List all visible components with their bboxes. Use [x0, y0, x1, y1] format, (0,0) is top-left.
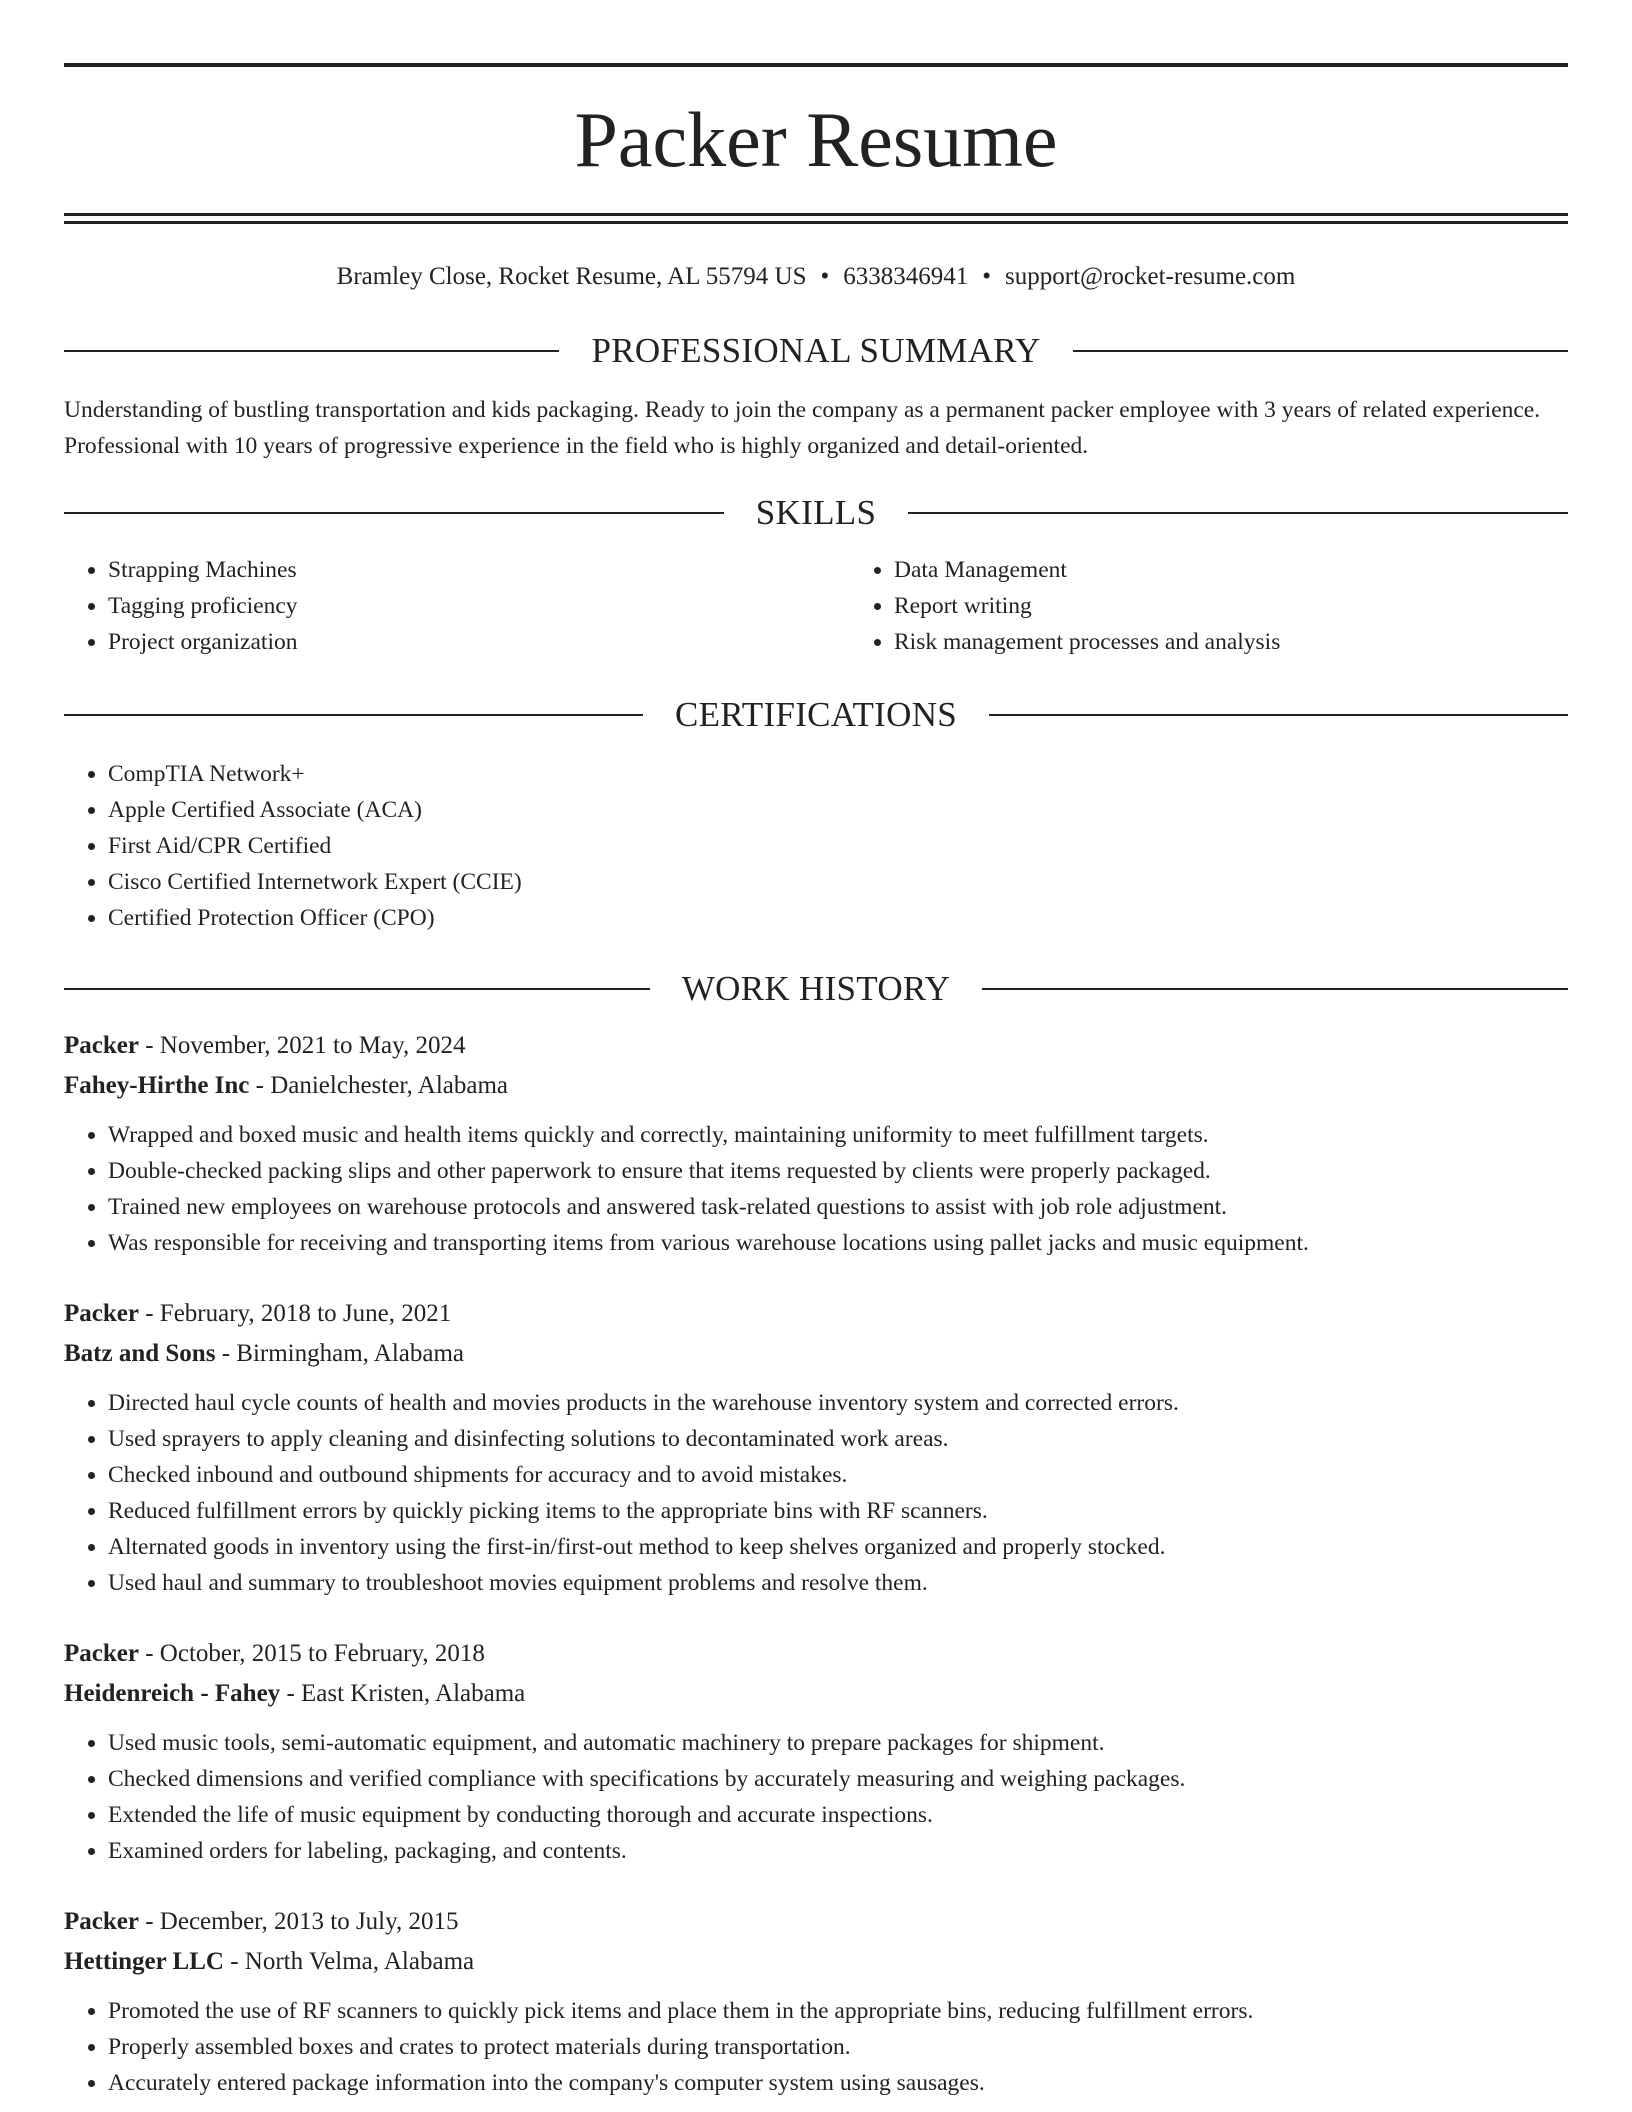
job-entry	[64, 1294, 1568, 1601]
contact-separator: •	[982, 263, 992, 290]
job-bullet: • Reduced fulfillment errors by quickly picking items to the appropriate bins with RF scanners.	[108, 1493, 1568, 1529]
job-title-line	[64, 1026, 1568, 1066]
job-entry	[64, 1026, 1568, 1261]
heading-rule	[64, 512, 724, 514]
heading-rule	[989, 714, 1568, 716]
job-bullet: • Accurately entered package information into the company's computer system using sausages.	[108, 2065, 1568, 2101]
certification-item: • Cisco Certified Internetwork Expert (CCIE)	[108, 864, 1568, 900]
job-bullet: • Used haul and summary to troubleshoot movies equipment problems and resolve them.	[108, 1565, 1568, 1601]
certification-item: • CompTIA Network+	[108, 756, 1568, 792]
job-dates: - October, 2015 to February, 2018	[138, 1640, 485, 1667]
heading-rule	[64, 350, 559, 352]
job-title: Packer	[64, 1032, 139, 1059]
contact-email: support@rocket-resume.com	[1005, 263, 1296, 290]
certifications-list	[64, 756, 1568, 936]
job-entry	[64, 1634, 1568, 1869]
skill-item: • Report writing	[894, 588, 1280, 624]
skill-item: • Strapping Machines	[108, 552, 850, 588]
job-bullet: • Checked dimensions and verified compliance with specifications by accurately measuring and weighing packages.	[108, 1761, 1568, 1797]
summary-heading-label: PROFESSIONAL SUMMARY	[591, 331, 1041, 370]
contact-line	[64, 260, 1568, 294]
job-location: - East Kristen, Alabama	[280, 1680, 526, 1707]
job-location: - North Velma, Alabama	[223, 1948, 475, 1975]
job-company: Heidenreich - Fahey	[64, 1680, 281, 1707]
job-title-line	[64, 1634, 1568, 1674]
summary-text: Understanding of bustling transportation and kids packaging. Ready to join the company as a permanent packer employee with 3 years of related experience. Professional with 10 years of progressive experience in the field who is highly organized and detail-oriented.	[64, 397, 1541, 459]
certifications-heading	[64, 690, 1568, 740]
job-bullets	[64, 1385, 1568, 1601]
job-bullet: • Promoted the use of RF scanners to quickly pick items and place them in the appropriate bins, reducing fulfillment errors.	[108, 1993, 1568, 2029]
skills-left-list	[64, 552, 850, 660]
job-dates: - February, 2018 to June, 2021	[138, 1300, 452, 1327]
job-company-line	[64, 1674, 1568, 1714]
job-bullet: • Extended the life of music equipment by conducting thorough and accurate inspections.	[108, 1797, 1568, 1833]
contact-address: Bramley Close, Rocket Resume, AL 55794 US	[336, 263, 807, 290]
job-dates: - December, 2013 to July, 2015	[138, 1908, 459, 1935]
certification-item: • First Aid/CPR Certified	[108, 828, 1568, 864]
job-location: - Danielchester, Alabama	[249, 1072, 508, 1099]
title-double-rule	[64, 213, 1568, 224]
summary-heading	[64, 326, 1568, 376]
job-company: Batz and Sons	[64, 1340, 216, 1367]
skill-item: • Risk management processes and analysis	[894, 624, 1280, 660]
skills-columns	[64, 552, 1568, 660]
job-bullet: • Examined orders for labeling, packaging, and contents.	[108, 1833, 1568, 1869]
job-company-line	[64, 1334, 1568, 1374]
job-bullet: • Used music tools, semi-automatic equipment, and automatic machinery to prepare packages for shipment.	[108, 1725, 1568, 1761]
contact-phone: 6338346941	[843, 263, 969, 290]
job-bullet: • Wrapped and boxed music and health items quickly and correctly, maintaining uniformity to meet fulfillment targets.	[108, 1117, 1568, 1153]
resume-page	[64, 0, 1568, 2101]
job-bullets	[64, 1725, 1568, 1869]
certification-item: • Certified Protection Officer (CPO)	[108, 900, 1568, 936]
job-bullet: • Used sprayers to apply cleaning and disinfecting solutions to decontaminated work areas.	[108, 1421, 1568, 1457]
job-bullet: • Directed haul cycle counts of health and movies products in the warehouse inventory system and corrected errors.	[108, 1385, 1568, 1421]
job-bullet: • Trained new employees on warehouse protocols and answered task-related questions to assist with job role adjustment.	[108, 1189, 1568, 1225]
work-history-heading	[64, 964, 1568, 1014]
job-bullet: • Checked inbound and outbound shipments for accuracy and to avoid mistakes.	[108, 1457, 1568, 1493]
heading-rule	[982, 988, 1568, 990]
contact-separator: •	[820, 263, 830, 290]
certification-item: • Apple Certified Associate (ACA)	[108, 792, 1568, 828]
job-entry	[64, 1902, 1568, 2101]
certifications-heading-label: CERTIFICATIONS	[674, 695, 958, 734]
job-company-line	[64, 1942, 1568, 1982]
job-title: Packer	[64, 1300, 139, 1327]
heading-rule	[64, 714, 643, 716]
job-bullets	[64, 1993, 1568, 2101]
job-bullet: • Double-checked packing slips and other paperwork to ensure that items requested by clients were properly packaged.	[108, 1153, 1568, 1189]
skills-heading	[64, 488, 1568, 538]
resume-title: Packer Resume	[574, 96, 1058, 183]
job-title-line	[64, 1902, 1568, 1942]
heading-rule	[1073, 350, 1568, 352]
job-title-line	[64, 1294, 1568, 1334]
skills-heading-label: SKILLS	[755, 493, 877, 532]
job-bullet: • Alternated goods in inventory using the first-in/first-out method to keep shelves organized and properly stocked.	[108, 1529, 1568, 1565]
job-title: Packer	[64, 1908, 139, 1935]
job-company: Hettinger LLC	[64, 1948, 224, 1975]
heading-rule	[908, 512, 1568, 514]
heading-rule	[64, 988, 650, 990]
job-bullets	[64, 1117, 1568, 1261]
job-location: - Birmingham, Alabama	[215, 1340, 465, 1367]
job-title: Packer	[64, 1640, 139, 1667]
skills-right-list	[850, 552, 1280, 660]
job-company-line	[64, 1066, 1568, 1106]
job-bullet: • Properly assembled boxes and crates to protect materials during transportation.	[108, 2029, 1568, 2065]
job-bullet: • Was responsible for receiving and transporting items from various warehouse locations using pallet jacks and music equipment.	[108, 1225, 1568, 1261]
skill-item: • Project organization	[108, 624, 850, 660]
skill-item: • Data Management	[894, 552, 1280, 588]
job-company: Fahey-Hirthe Inc	[64, 1072, 250, 1099]
work-history-heading-label: WORK HISTORY	[681, 969, 951, 1008]
job-dates: - November, 2021 to May, 2024	[138, 1032, 466, 1059]
skill-item: • Tagging proficiency	[108, 588, 850, 624]
